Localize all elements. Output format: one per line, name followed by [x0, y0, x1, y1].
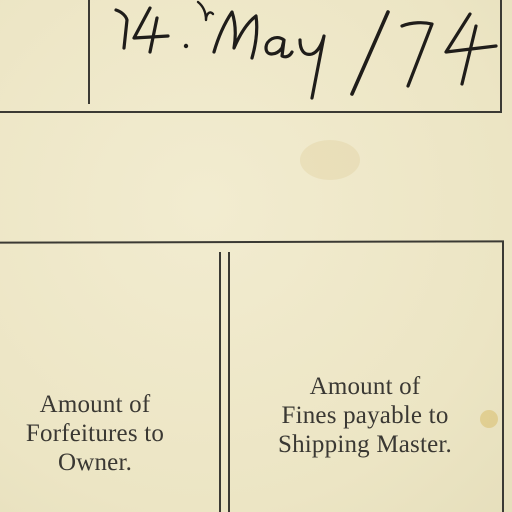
- heading-line: Amount of: [309, 373, 421, 400]
- handwriting-stroke: [134, 8, 168, 38]
- heading-line: Forfeitures to: [25, 420, 165, 447]
- paper-stain: [300, 140, 360, 180]
- heading-line: Amount of: [39, 391, 151, 418]
- handwriting-stroke: [300, 36, 324, 98]
- handwriting-stroke: [352, 12, 388, 94]
- heading-line: Fines payable to: [281, 402, 449, 429]
- column-divider-rule-left: [219, 252, 221, 512]
- handwriting-stroke: [116, 10, 127, 48]
- handwriting-stroke: [150, 18, 157, 52]
- handwriting-stroke: [266, 38, 292, 57]
- handwritten-date-entry: [0, 0, 512, 120]
- handwriting-stroke: [214, 12, 257, 58]
- handwriting-dot: [184, 44, 188, 48]
- column-divider-rule-right: [228, 252, 230, 512]
- forfeitures-column-heading: [0, 390, 210, 477]
- heading-line: Shipping Master.: [277, 431, 453, 458]
- right-edge-vertical-rule: [502, 242, 504, 512]
- handwriting-stroke: [462, 26, 476, 84]
- handwriting-stroke: [198, 2, 213, 20]
- handwriting-stroke: [402, 23, 432, 86]
- fines-column-heading: [240, 372, 490, 459]
- heading-line: Owner.: [57, 449, 133, 476]
